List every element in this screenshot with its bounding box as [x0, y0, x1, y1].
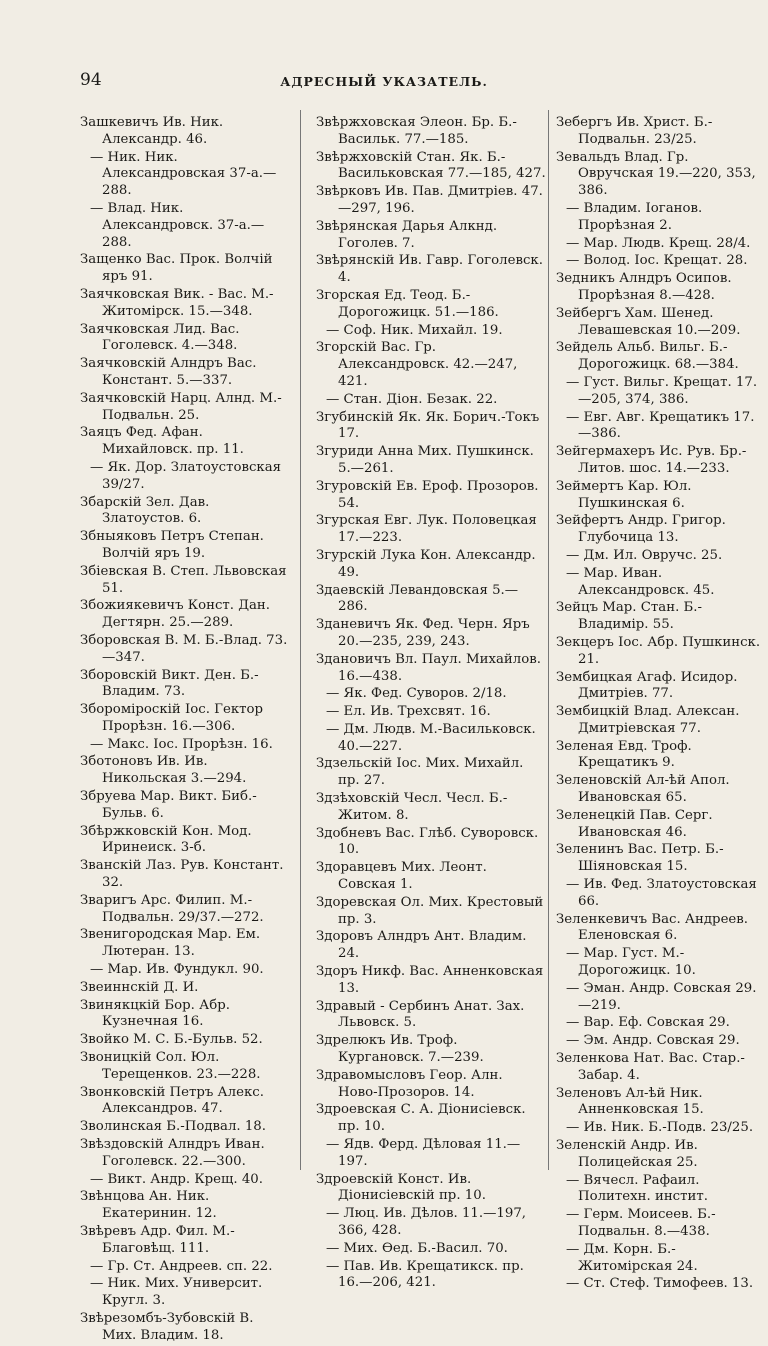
directory-entry: Зебергъ Ив. Христ. Б.-Подвальн. 23/25.: [556, 115, 713, 147]
directory-entry: Зейдель Альб. Вильг. Б.-Дорогожицк. 68.—384.: [556, 340, 739, 373]
directory-entry: Заячковскій Алндръ Вас. Констант. 5.—337.: [80, 356, 257, 388]
directory-entry: — Ив. Ник. Б.-Подв. 23/25.: [566, 1120, 754, 1136]
directory-entry: — Густ. Вильг. Крещат. 17.—205, 374, 386.: [566, 374, 758, 407]
directory-entry: Здоръ Никф. Вас. Анненковская 13.: [316, 964, 544, 996]
directory-entry: Звенигородская Мар. Ем. Лютеран. 13.: [80, 927, 261, 960]
directory-entry: Звоницкій Сол. Юл. Терещенков. 23.—228.: [80, 1050, 261, 1082]
directory-entry: — Як. Фед. Суворов. 2/18.: [326, 686, 507, 702]
directory-entry: Зеленецкій Пав. Серг. Ивановская 46.: [556, 807, 713, 840]
directory-entry: — Пав. Ив. Крещатикск. пр. 16.—206, 421.: [326, 1258, 524, 1291]
directory-entry: Здоревская Ол. Мих. Крестовый пр. 3.: [316, 894, 544, 927]
directory-entry: — Макс. Іос. Прорѣзн. 16.: [90, 736, 273, 752]
directory-entry: Здроевская С. А. Діонисіевск. пр. 10.: [316, 1102, 526, 1135]
directory-entry: Зашкевичъ Ив. Ник. Александр. 46.: [80, 115, 224, 147]
directory-entry: Зеленовъ Ал-ѣй Ник. Анненковская 15.: [556, 1085, 704, 1118]
directory-entry: Зеленовскій Ал-ѣй Апол. Ивановская 65.: [556, 773, 730, 806]
directory-entry: Звѣрезомбъ-Зубовскій В. Мих. Владим. 18.: [80, 1310, 254, 1343]
directory-entry: — Дм. Ил. Овручс. 25.: [566, 547, 723, 563]
directory-entry: Зеленскій Андр. Ив. Полицейская 25.: [556, 1138, 698, 1170]
directory-entry: Збожиякевичъ Конст. Дан. Дегтярн. 25.—289.: [80, 598, 271, 631]
directory-entry: Зеленкова Нат. Вас. Стар.-Забар. 4.: [556, 1051, 745, 1083]
directory-entry: Згуриди Анна Мих. Пушкинск. 5.—261.: [316, 444, 534, 476]
directory-entry: — Мар. Ив. Фундукл. 90.: [90, 962, 264, 978]
directory-entry: Здрелюкъ Ив. Троф. Кургановск. 7.—239.: [316, 1033, 484, 1066]
directory-entry: — Викт. Андр. Крещ. 40.: [90, 1171, 263, 1187]
directory-entry: — Гр. Ст. Андреев. сп. 22.: [90, 1258, 273, 1274]
directory-entry: — Стан. Діон. Безак. 22.: [326, 391, 498, 407]
directory-entry: Зборовская В. М. Б.-Влад. 73.—347.: [80, 632, 288, 665]
directory-entry: — Вячесл. Рафаил. Политехн. инстит.: [566, 1172, 708, 1205]
directory-entry: Згурскій Лука Кон. Александр. 49.: [316, 547, 536, 580]
directory-entry: Згурская Евг. Лук. Половецкая 17.—223.: [316, 513, 537, 546]
directory-entry: Зембицкая Агаф. Исидор. Дмитріев. 77.: [556, 669, 738, 702]
directory-entry: — Ст. Стеф. Тимофеев. 13.: [566, 1276, 754, 1292]
page-number: 94: [80, 70, 102, 90]
directory-entry: Звонковскій Петръ Алекс. Александров. 47.: [80, 1084, 264, 1117]
directory-entry: — Люц. Ив. Дѣлов. 11.—197, 366, 428.: [326, 1206, 527, 1238]
directory-entry: Зволинская Б.-Подвал. 18.: [80, 1119, 266, 1135]
directory-entry: — Ник. Ник. Александровская 37-а.—288.: [90, 149, 277, 199]
directory-entry: Защенко Вас. Прок. Волчій яръ 91.: [80, 252, 273, 285]
directory-entry: Зевальдъ Влад. Гр. Овручская 19.—220, 353, 386.: [556, 149, 756, 199]
directory-entry: Заяцъ Фед. Афан. Михайловск. пр. 11.: [80, 425, 244, 458]
directory-entry: Званскій Лаз. Рув. Констант. 32.: [80, 858, 284, 891]
directory-entry: Згубинскій Як. Як. Борич.-Токъ 17.: [316, 409, 540, 442]
directory-entry: Здравомысловъ Геор. Алн. Ново-Прозоров. 14.: [316, 1067, 503, 1100]
directory-entry: — Ядв. Ферд. Дѣловая 11.—197.: [326, 1137, 521, 1169]
directory-entry: Заячковская Лид. Вас. Гоголевск. 4.—348.: [80, 321, 240, 354]
directory-entry: — Ел. Ив. Трехсвят. 16.: [326, 704, 491, 720]
directory-entry: — Мих. Өед. Б.-Васил. 70.: [326, 1240, 508, 1256]
directory-entry: Здоровъ Алндръ Ант. Владим. 24.: [316, 929, 527, 962]
directory-entry: Здзельскій Іос. Мих. Михайл. пр. 27.: [316, 756, 524, 789]
directory-entry: Звѣрянскій Ив. Гавр. Гоголевск. 4.: [316, 253, 543, 286]
directory-entry: Звойко М. С. Б.-Бульв. 52.: [80, 1032, 263, 1048]
directory-entry: — Владим. Іоганов. Прорѣзная 2.: [566, 200, 703, 233]
directory-entry: Зваригъ Арс. Филип. М.-Подвальн. 29/37.—272.: [80, 892, 264, 925]
directory-entry: Збныяковъ Петръ Степан. Волчій яръ 19.: [80, 529, 264, 561]
directory-entry: — Соф. Ник. Михайл. 19.: [326, 322, 503, 338]
directory-entry: — Ник. Мих. Университ. Кругл. 3.: [90, 1276, 263, 1309]
directory-entry: Зеленинъ Вас. Петр. Б.-Шіяновская 15.: [556, 842, 724, 875]
directory-entry: Збруева Мар. Викт. Биб.-Бульв. 6.: [80, 789, 257, 821]
page-title: АДРЕСНЫЙ УКАЗАТЕЛЬ.: [280, 74, 488, 89]
directory-entry: Заячковскій Нарц. Алнд. М.-Подвальн. 25.: [80, 390, 282, 423]
directory-entry: Зембицкій Влад. Алексан. Дмитріевская 77.: [556, 704, 740, 736]
directory-entry: Здановичъ Вл. Паул. Михайлов. 16.—438.: [316, 651, 541, 684]
directory-entry: Звѣржховская Элеон. Бр. Б.-Васильк. 77.—185.: [316, 115, 517, 147]
directory-entry: Зейцъ Мар. Стан. Б.-Владимір. 55.: [556, 600, 703, 633]
directory-entry: Зейбергъ Хам. Шенед. Левашевская 10.—209.: [556, 305, 741, 338]
directory-entry: Збѣржковскій Кон. Мод. Иринеиск. 3-б.: [80, 823, 252, 856]
directory-entry: Звѣрковъ Ив. Пав. Дмитріев. 47.—297, 196.: [316, 184, 543, 216]
directory-entry: Звѣздовскій Алндръ Иван. Гоголевск. 22.—300.: [80, 1137, 265, 1169]
directory-entry: Зборовскій Викт. Ден. Б.-Владим. 73.: [80, 667, 259, 700]
directory-entry: Звеиннскій Д. И.: [80, 979, 199, 995]
directory-entry: Звѣнцова Ан. Ник. Екатеринин. 12.: [80, 1189, 217, 1222]
directory-entry: Звинякцкій Бор. Абр. Кузнечная 16.: [80, 997, 230, 1030]
directory-entry: — Вар. Еф. Совская 29.: [566, 1015, 730, 1031]
directory-column-2: [316, 115, 546, 1293]
directory-entry: Звѣревъ Адр. Фил. М.-Благовѣщ. 111.: [80, 1224, 235, 1256]
directory-entry: Збіевская В. Степ. Львовская 51.: [80, 563, 287, 596]
directory-entry: — Мар. Густ. М.-Дорогожицк. 10.: [566, 946, 696, 979]
directory-entry: Збарскій Зел. Дав. Златоустов. 6.: [80, 494, 210, 527]
directory-entry: Зеймертъ Кар. Юл. Пушкинская 6.: [556, 478, 692, 511]
directory-entry: Зботоновъ Ив. Ив. Никольская 3.—294.: [80, 754, 247, 787]
directory-entry: — Мар. Людв. Крещ. 28/4.: [566, 235, 751, 251]
directory-entry: — Дм. Людв. М.-Васильковск. 40.—227.: [326, 721, 536, 754]
directory-entry: — Як. Дор. Златоустовская 39/27.: [90, 459, 282, 492]
directory-entry: Зданевичъ Як. Фед. Черн. Яръ 20.—235, 239, 243.: [316, 617, 530, 649]
directory-entry: — Евг. Авг. Крещатикъ 17.—386.: [566, 409, 755, 442]
directory-entry: — Ив. Фед. Златоустовская 66.: [566, 877, 757, 909]
directory-entry: — Дм. Корн. Б.-Житомірская 24.: [566, 1241, 698, 1274]
directory-entry: Звѣрянская Дарья Алкнд. Гоголев. 7.: [316, 218, 498, 251]
column-divider: [300, 110, 301, 1170]
directory-entry: Здзѣховскій Чесл. Чесл. Б.-Житом. 8.: [316, 791, 508, 823]
directory-entry: Звѣржховскій Стан. Як. Б.-Васильковская 77.—185, 427.: [316, 149, 546, 182]
directory-entry: Здаевскій Левандовская 5.—286.: [316, 582, 519, 615]
directory-entry: Зейфертъ Андр. Григор. Глубочица 13.: [556, 513, 726, 546]
directory-entry: — Эм. Андр. Совская 29.: [566, 1033, 740, 1049]
directory-entry: Згорская Ед. Теод. Б.-Дорогожицк. 51.—186.: [316, 287, 499, 320]
directory-entry: — Герм. Моисеев. Б.-Подвальн. 8.—438.: [566, 1207, 716, 1239]
directory-entry: Зекцеръ Іос. Абр. Пушкинск. 21.: [556, 634, 761, 667]
directory-entry: Заячковская Вик. - Вас. М.-Житомірск. 15.—348.: [80, 286, 274, 319]
directory-entry: Здроевскій Конст. Ив. Діонисіевскій пр. 10.: [316, 1171, 486, 1204]
directory-entry: — Мар. Иван. Александровск. 45.: [566, 565, 715, 598]
directory-entry: Здобневъ Вас. Глѣб. Суворовск. 10.: [316, 825, 539, 858]
directory-entry: Згуровскій Ев. Ероф. Прозоров. 54.: [316, 478, 539, 511]
directory-entry: Згорскій Вас. Гр. Александровск. 42.—247, 421.: [316, 340, 518, 389]
directory-entry: — Волод. Іос. Крещат. 28.: [566, 253, 748, 269]
directory-column-3: [556, 115, 763, 1294]
directory-entry: Зедникъ Алндръ Осипов. Прорѣзная 8.—428.: [556, 271, 732, 303]
directory-entry: Здравый - Сербинъ Анат. Зах. Львовск. 5.: [316, 998, 525, 1031]
directory-entry: — Влад. Ник. Александровск. 37-а.—288.: [90, 200, 265, 250]
directory-column-1: [80, 115, 288, 1346]
directory-entry: — Эман. Андр. Совская 29.—219.: [566, 980, 757, 1013]
column-divider: [548, 110, 549, 1170]
directory-entry: Зейгермахеръ Ис. Рув. Бр.-Литов. шос. 14.—233.: [556, 444, 747, 476]
directory-entry: Збороміроскій Іос. Гектор Прорѣзн. 16.—306.: [80, 702, 264, 734]
directory-entry: Зеленая Евд. Троф. Крещатикъ 9.: [556, 738, 692, 771]
directory-entry: Здоравцевъ Мих. Леонт. Совская 1.: [316, 860, 487, 893]
directory-entry: Зеленкевичъ Вас. Андреев. Еленовская 6.: [556, 911, 749, 944]
